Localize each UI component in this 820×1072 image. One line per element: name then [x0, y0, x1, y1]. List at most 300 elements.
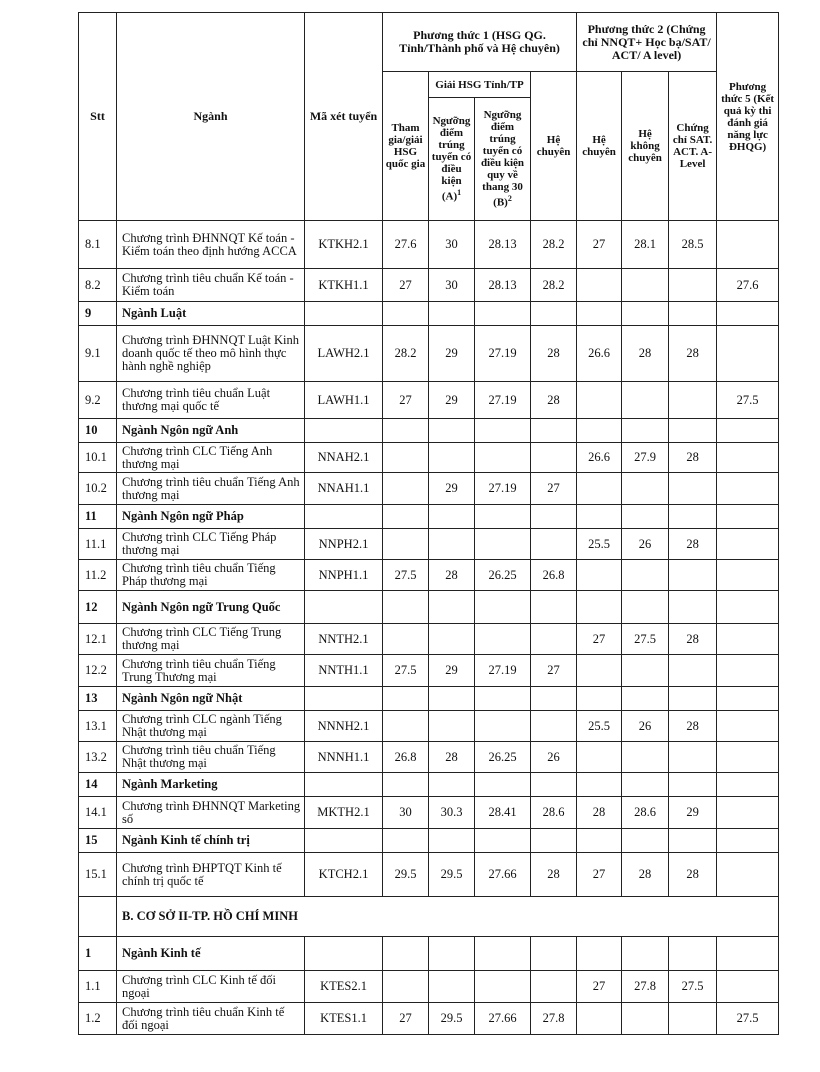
empty-cell — [622, 419, 669, 443]
footnote-2-marker: 2 — [507, 194, 512, 204]
table-row — [79, 624, 779, 655]
table-row — [79, 742, 779, 773]
row-stt: 14.1 — [79, 797, 117, 829]
row-score-c1 — [383, 711, 429, 742]
row-admission-code: NNAH2.1 — [305, 443, 383, 473]
group-stt: 1 — [79, 937, 117, 971]
empty-cell — [475, 419, 531, 443]
row-score-c8: 27.5 — [717, 1003, 779, 1035]
group-major-name: Ngành Ngôn ngữ Pháp — [117, 505, 305, 529]
row-admission-code: NNPH2.1 — [305, 529, 383, 560]
row-score-c1: 28.2 — [383, 326, 429, 382]
table-row — [79, 711, 779, 742]
row-score-c7 — [669, 473, 717, 505]
header-phuong-thuc-5: Phương thức 5 (Kết quả kỳ thi đánh giá năng lực ĐHQG) — [717, 13, 779, 221]
row-score-c4: 26.8 — [531, 560, 577, 591]
empty-cell — [305, 591, 383, 624]
empty-cell — [475, 591, 531, 624]
footnote-1-marker: 1 — [457, 188, 462, 198]
row-score-c8 — [717, 797, 779, 829]
table-row — [79, 655, 779, 687]
row-program-name: Chương trình CLC Tiếng Anh thương mại — [117, 443, 305, 473]
empty-cell — [383, 773, 429, 797]
row-admission-code: LAWH2.1 — [305, 326, 383, 382]
admission-score-document — [78, 12, 778, 1035]
row-admission-code: NNTH1.1 — [305, 655, 383, 687]
group-major-name: Ngành Luật — [117, 302, 305, 326]
row-score-c4 — [531, 624, 577, 655]
group-stt: 14 — [79, 773, 117, 797]
header-nguong-diem-a: Ngưỡng điểm trúng tuyển có điều kiện $(A)^1$ — [429, 98, 475, 221]
row-score-c4: 28 — [531, 853, 577, 897]
row-score-c5: 28 — [577, 797, 622, 829]
row-score-c3 — [475, 624, 531, 655]
row-score-c6: 28.1 — [622, 221, 669, 269]
empty-cell — [717, 419, 779, 443]
row-score-c1 — [383, 971, 429, 1003]
row-score-c4: 28 — [531, 382, 577, 419]
group-stt: 11 — [79, 505, 117, 529]
empty-cell — [622, 773, 669, 797]
campus-section-title: B. CƠ SỞ II-TP. HỒ CHÍ MINH — [117, 897, 779, 937]
empty-cell — [622, 591, 669, 624]
empty-cell — [669, 937, 717, 971]
table-row — [79, 971, 779, 1003]
row-stt: 11.2 — [79, 560, 117, 591]
row-stt: 11.1 — [79, 529, 117, 560]
empty-cell — [577, 829, 622, 853]
row-score-c7 — [669, 655, 717, 687]
row-score-c3: 28.41 — [475, 797, 531, 829]
row-score-c6 — [622, 269, 669, 302]
row-stt: 15.1 — [79, 853, 117, 897]
row-score-c6: 27.8 — [622, 971, 669, 1003]
empty-cell — [717, 687, 779, 711]
row-stt: 9.1 — [79, 326, 117, 382]
row-score-c7 — [669, 1003, 717, 1035]
row-score-c5: 27 — [577, 624, 622, 655]
empty-cell — [669, 773, 717, 797]
row-score-c4 — [531, 443, 577, 473]
row-program-name: Chương trình tiêu chuẩn Tiếng Trung Thương mại — [117, 655, 305, 687]
row-score-c4: 27 — [531, 655, 577, 687]
row-stt: 13.1 — [79, 711, 117, 742]
row-score-c4: 27 — [531, 473, 577, 505]
header-nguong-diem-b: Ngưỡng điểm trúng tuyển có điều kiện quy về thang 30 $(B)^2$ — [475, 98, 531, 221]
header-tham-gia-hsg: Tham gia/giải HSG quốc gia — [383, 72, 429, 221]
row-score-c1 — [383, 473, 429, 505]
row-admission-code: LAWH1.1 — [305, 382, 383, 419]
row-score-c2: 30.3 — [429, 797, 475, 829]
empty-cell — [622, 687, 669, 711]
major-group-row — [79, 591, 779, 624]
row-score-c2: 29 — [429, 326, 475, 382]
row-admission-code: KTKH1.1 — [305, 269, 383, 302]
row-score-c3: 27.19 — [475, 382, 531, 419]
group-stt: 15 — [79, 829, 117, 853]
empty-cell — [475, 773, 531, 797]
row-program-name: Chương trình ĐHPTQT Kinh tế chính trị quốc tế — [117, 853, 305, 897]
empty-cell — [531, 302, 577, 326]
row-score-c2: 30 — [429, 221, 475, 269]
empty-cell — [531, 591, 577, 624]
empty-cell — [577, 302, 622, 326]
empty-cell — [383, 419, 429, 443]
header-ma-xet-tuyen: Mã xét tuyển — [305, 13, 383, 221]
row-score-c8 — [717, 711, 779, 742]
empty-cell — [429, 419, 475, 443]
row-admission-code: KTKH2.1 — [305, 221, 383, 269]
major-group-row — [79, 773, 779, 797]
row-score-c1: 26.8 — [383, 742, 429, 773]
empty-cell — [383, 302, 429, 326]
row-score-c7 — [669, 269, 717, 302]
group-major-name: Ngành Kinh tế — [117, 937, 305, 971]
row-program-name: Chương trình tiêu chuẩn Tiếng Pháp thương mại — [117, 560, 305, 591]
row-admission-code: KTCH2.1 — [305, 853, 383, 897]
row-score-c8 — [717, 742, 779, 773]
row-stt: 10.2 — [79, 473, 117, 505]
row-score-c5: 25.5 — [577, 529, 622, 560]
row-score-c3: 27.66 — [475, 853, 531, 897]
row-score-c4 — [531, 711, 577, 742]
campus-section-row — [79, 897, 779, 937]
empty-cell — [717, 773, 779, 797]
row-score-c4: 28.2 — [531, 269, 577, 302]
group-stt: 9 — [79, 302, 117, 326]
row-stt: 10.1 — [79, 443, 117, 473]
empty-cell — [305, 773, 383, 797]
row-program-name: Chương trình tiêu chuẩn Tiếng Anh thương mại — [117, 473, 305, 505]
empty-cell — [577, 419, 622, 443]
table-body — [79, 221, 779, 1035]
row-program-name: Chương trình CLC Kinh tế đối ngoại — [117, 971, 305, 1003]
row-admission-code: NNNH2.1 — [305, 711, 383, 742]
row-score-c6: 28 — [622, 326, 669, 382]
row-score-c7 — [669, 382, 717, 419]
empty-cell — [577, 591, 622, 624]
empty-cell — [717, 591, 779, 624]
header-giai-hsg: Giải HSG Tỉnh/TP — [429, 72, 531, 98]
row-program-name: Chương trình CLC Tiếng Trung thương mại — [117, 624, 305, 655]
row-admission-code: MKTH2.1 — [305, 797, 383, 829]
row-score-c7: 28.5 — [669, 221, 717, 269]
empty-cell — [622, 302, 669, 326]
row-program-name: Chương trình tiêu chuẩn Kinh tế đối ngoại — [117, 1003, 305, 1035]
row-program-name: Chương trình CLC Tiếng Pháp thương mại — [117, 529, 305, 560]
empty-cell — [305, 829, 383, 853]
row-program-name: Chương trình ĐHNNQT Marketing số — [117, 797, 305, 829]
row-stt: 8.1 — [79, 221, 117, 269]
row-score-c4: 28 — [531, 326, 577, 382]
row-score-c6 — [622, 560, 669, 591]
row-score-c1: 27 — [383, 269, 429, 302]
empty-cell — [622, 937, 669, 971]
row-score-c2: 29.5 — [429, 853, 475, 897]
row-score-c3: 26.25 — [475, 560, 531, 591]
row-score-c8: 27.5 — [717, 382, 779, 419]
row-score-c3 — [475, 971, 531, 1003]
major-group-row — [79, 505, 779, 529]
table-row — [79, 269, 779, 302]
empty-cell — [475, 687, 531, 711]
row-score-c8 — [717, 971, 779, 1003]
row-program-name: Chương trình ĐHNNQT Kế toán - Kiểm toán theo định hướng ACCA — [117, 221, 305, 269]
row-score-c3: 27.19 — [475, 326, 531, 382]
empty-cell — [531, 687, 577, 711]
empty-cell — [669, 419, 717, 443]
row-stt: 12.1 — [79, 624, 117, 655]
row-score-c2 — [429, 443, 475, 473]
row-score-c6: 27.5 — [622, 624, 669, 655]
row-score-c7 — [669, 560, 717, 591]
row-score-c2: 30 — [429, 269, 475, 302]
major-group-row — [79, 419, 779, 443]
empty-cell — [577, 505, 622, 529]
row-score-c1: 27.5 — [383, 655, 429, 687]
empty-cell — [475, 829, 531, 853]
row-score-c7: 28 — [669, 326, 717, 382]
row-score-c5: 27 — [577, 971, 622, 1003]
row-stt: 13.2 — [79, 742, 117, 773]
major-group-row — [79, 829, 779, 853]
row-score-c2: 28 — [429, 560, 475, 591]
empty-cell — [475, 505, 531, 529]
header-phuong-thuc-2: Phương thức 2 (Chứng chỉ NNQT+ Học bạ/SAT/ ACT/ A level) — [577, 13, 717, 72]
row-score-c7: 28 — [669, 529, 717, 560]
row-score-c8: 27.6 — [717, 269, 779, 302]
empty-cell — [383, 937, 429, 971]
header-nganh: Ngành — [117, 13, 305, 221]
row-score-c3: 26.25 — [475, 742, 531, 773]
row-program-name: Chương trình CLC ngành Tiếng Nhật thương mại — [117, 711, 305, 742]
empty-cell — [475, 302, 531, 326]
empty-cell — [577, 687, 622, 711]
group-major-name: Ngành Ngôn ngữ Trung Quốc — [117, 591, 305, 624]
row-admission-code: NNAH1.1 — [305, 473, 383, 505]
row-score-c3 — [475, 443, 531, 473]
empty-cell — [79, 897, 117, 937]
row-score-c1 — [383, 529, 429, 560]
row-admission-code: NNPH1.1 — [305, 560, 383, 591]
row-score-c7: 28 — [669, 711, 717, 742]
row-score-c8 — [717, 853, 779, 897]
group-major-name: Ngành Kinh tế chính trị — [117, 829, 305, 853]
row-score-c4 — [531, 529, 577, 560]
empty-cell — [717, 302, 779, 326]
row-score-c1: 30 — [383, 797, 429, 829]
row-score-c4: 28.6 — [531, 797, 577, 829]
row-score-c8 — [717, 326, 779, 382]
header-he-chuyen-1: Hệ chuyên — [531, 72, 577, 221]
row-stt: 8.2 — [79, 269, 117, 302]
group-major-name: Ngành Ngôn ngữ Anh — [117, 419, 305, 443]
row-score-c5: 27 — [577, 853, 622, 897]
row-score-c5 — [577, 1003, 622, 1035]
row-score-c3 — [475, 529, 531, 560]
row-score-c6 — [622, 1003, 669, 1035]
header-he-chuyen-2: Hệ chuyên — [577, 72, 622, 221]
header-phuong-thuc-1: Phương thức 1 (HSG QG. Tỉnh/Thành phố và Hệ chuyên) — [383, 13, 577, 72]
admission-score-table — [78, 12, 779, 1035]
table-row — [79, 797, 779, 829]
row-score-c4 — [531, 971, 577, 1003]
row-score-c7: 29 — [669, 797, 717, 829]
row-program-name: Chương trình tiêu chuẩn Kế toán - Kiểm toán — [117, 269, 305, 302]
row-program-name: Chương trình ĐHNNQT Luật Kinh doanh quốc tế theo mô hình thực hành nghề nghiệp — [117, 326, 305, 382]
header-stt: Stt — [79, 13, 117, 221]
row-score-c8 — [717, 221, 779, 269]
empty-cell — [531, 773, 577, 797]
row-program-name: Chương trình tiêu chuẩn Tiếng Nhật thương mại — [117, 742, 305, 773]
major-group-row — [79, 937, 779, 971]
empty-cell — [669, 505, 717, 529]
row-score-c6: 26 — [622, 529, 669, 560]
row-score-c2: 29.5 — [429, 1003, 475, 1035]
empty-cell — [383, 505, 429, 529]
table-row — [79, 560, 779, 591]
table-row — [79, 473, 779, 505]
row-score-c6 — [622, 473, 669, 505]
empty-cell — [429, 773, 475, 797]
row-score-c7: 27.5 — [669, 971, 717, 1003]
header-he-khong-chuyen: Hệ không chuyên — [622, 72, 669, 221]
row-stt: 9.2 — [79, 382, 117, 419]
empty-cell — [577, 937, 622, 971]
row-score-c1: 27.5 — [383, 560, 429, 591]
row-score-c8 — [717, 560, 779, 591]
row-score-c2 — [429, 529, 475, 560]
group-stt: 10 — [79, 419, 117, 443]
empty-cell — [305, 937, 383, 971]
row-score-c1: 27.6 — [383, 221, 429, 269]
empty-cell — [429, 505, 475, 529]
row-score-c2 — [429, 711, 475, 742]
empty-cell — [669, 591, 717, 624]
major-group-row — [79, 687, 779, 711]
empty-cell — [669, 829, 717, 853]
empty-cell — [622, 829, 669, 853]
row-score-c2 — [429, 971, 475, 1003]
empty-cell — [717, 505, 779, 529]
row-score-c6 — [622, 655, 669, 687]
row-score-c1: 27 — [383, 1003, 429, 1035]
empty-cell — [577, 773, 622, 797]
empty-cell — [717, 829, 779, 853]
row-score-c7 — [669, 742, 717, 773]
row-score-c5 — [577, 655, 622, 687]
row-score-c2: 29 — [429, 382, 475, 419]
row-score-c3 — [475, 711, 531, 742]
row-score-c6 — [622, 382, 669, 419]
row-score-c2: 29 — [429, 655, 475, 687]
row-admission-code: KTES2.1 — [305, 971, 383, 1003]
row-score-c3: 27.66 — [475, 1003, 531, 1035]
empty-cell — [429, 302, 475, 326]
empty-cell — [531, 419, 577, 443]
empty-cell — [383, 687, 429, 711]
row-score-c5 — [577, 473, 622, 505]
table-row — [79, 326, 779, 382]
row-score-c6: 28 — [622, 853, 669, 897]
empty-cell — [717, 937, 779, 971]
row-score-c5 — [577, 382, 622, 419]
empty-cell — [305, 419, 383, 443]
row-score-c8 — [717, 624, 779, 655]
row-score-c4: 27.8 — [531, 1003, 577, 1035]
row-score-c4: 26 — [531, 742, 577, 773]
group-stt: 12 — [79, 591, 117, 624]
row-score-c7: 28 — [669, 624, 717, 655]
row-score-c1 — [383, 443, 429, 473]
row-admission-code: NNNH1.1 — [305, 742, 383, 773]
row-score-c5 — [577, 269, 622, 302]
empty-cell — [475, 937, 531, 971]
group-major-name: Ngành Marketing — [117, 773, 305, 797]
row-stt: 1.2 — [79, 1003, 117, 1035]
row-score-c8 — [717, 529, 779, 560]
row-score-c6: 26 — [622, 711, 669, 742]
row-score-c2 — [429, 624, 475, 655]
row-score-c1 — [383, 624, 429, 655]
table-row — [79, 221, 779, 269]
row-admission-code: NNTH2.1 — [305, 624, 383, 655]
empty-cell — [669, 687, 717, 711]
row-score-c1: 27 — [383, 382, 429, 419]
table-row — [79, 853, 779, 897]
row-score-c2: 29 — [429, 473, 475, 505]
empty-cell — [531, 937, 577, 971]
row-score-c8 — [717, 655, 779, 687]
row-score-c3: 27.19 — [475, 655, 531, 687]
empty-cell — [305, 687, 383, 711]
header-chung-chi: Chứng chỉ SAT. ACT. A-Level — [669, 72, 717, 221]
empty-cell — [669, 302, 717, 326]
row-score-c6 — [622, 742, 669, 773]
empty-cell — [383, 829, 429, 853]
row-score-c5: 27 — [577, 221, 622, 269]
row-score-c5: 26.6 — [577, 443, 622, 473]
row-score-c8 — [717, 443, 779, 473]
row-stt: 12.2 — [79, 655, 117, 687]
row-score-c8 — [717, 473, 779, 505]
empty-cell — [429, 829, 475, 853]
row-score-c5 — [577, 560, 622, 591]
row-score-c6: 28.6 — [622, 797, 669, 829]
row-stt: 1.1 — [79, 971, 117, 1003]
empty-cell — [305, 505, 383, 529]
row-score-c6: 27.9 — [622, 443, 669, 473]
table-row — [79, 443, 779, 473]
group-stt: 13 — [79, 687, 117, 711]
row-score-c3: 27.19 — [475, 473, 531, 505]
empty-cell — [429, 937, 475, 971]
row-score-c3: 28.13 — [475, 221, 531, 269]
row-admission-code: KTES1.1 — [305, 1003, 383, 1035]
row-score-c1: 29.5 — [383, 853, 429, 897]
empty-cell — [383, 591, 429, 624]
row-score-c3: 28.13 — [475, 269, 531, 302]
table-row — [79, 529, 779, 560]
empty-cell — [531, 829, 577, 853]
empty-cell — [429, 687, 475, 711]
major-group-row — [79, 302, 779, 326]
row-score-c2: 28 — [429, 742, 475, 773]
row-score-c5: 26.6 — [577, 326, 622, 382]
row-score-c4: 28.2 — [531, 221, 577, 269]
group-major-name: Ngành Ngôn ngữ Nhật — [117, 687, 305, 711]
row-score-c5: 25.5 — [577, 711, 622, 742]
